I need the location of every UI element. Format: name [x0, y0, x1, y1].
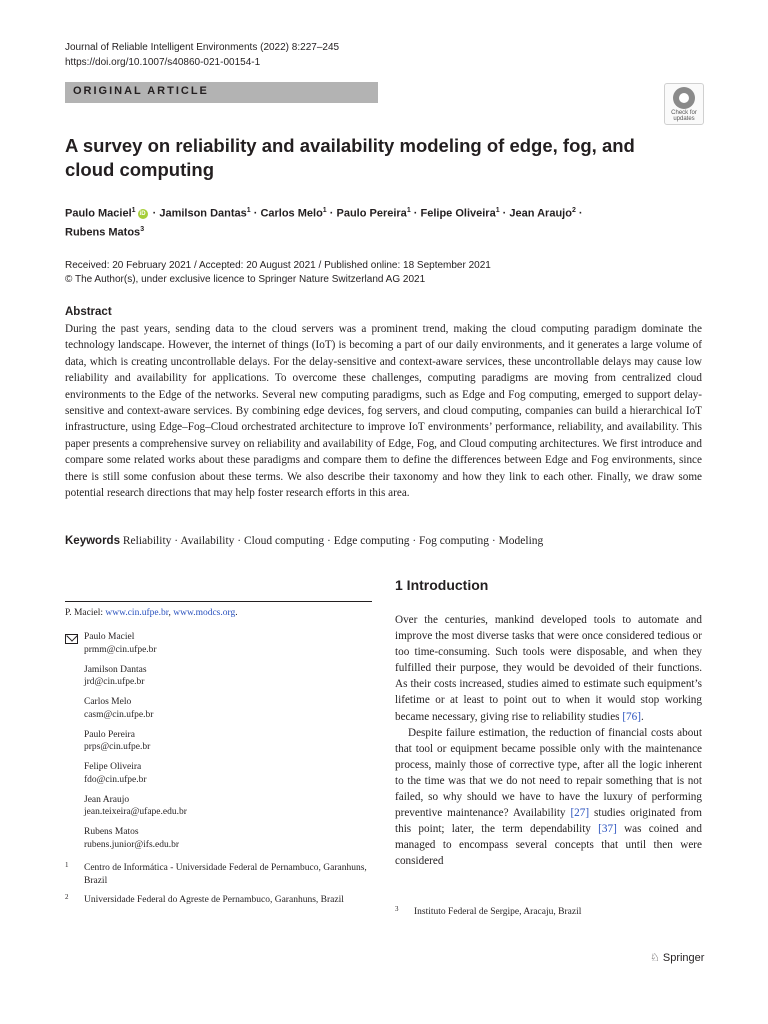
affiliation-text: Universidade Federal do Agreste de Pernambuco, Garanhuns, Brazil: [84, 895, 344, 905]
intro-p2c-text: was coined and managed to encompass several concepts that until then were considered: [395, 823, 702, 868]
author-websites: [65, 606, 238, 620]
affiliation-item: [65, 894, 372, 907]
publisher-name: Springer: [662, 952, 705, 964]
intro-p1-end: .: [640, 710, 644, 723]
publication-dates: [65, 259, 491, 287]
envelope-icon: [65, 634, 78, 644]
contact-name: Paulo Maciel: [84, 632, 135, 642]
affiliation-number: 1: [65, 861, 69, 869]
introduction-body: [395, 612, 702, 870]
author-affil-sup: 1: [495, 207, 500, 214]
website-link-modcs[interactable]: www.modcs.org: [173, 608, 236, 618]
journal-header: [65, 40, 339, 70]
contact-item: [84, 826, 374, 851]
contact-email[interactable]: rubens.junior@ifs.edu.br: [84, 839, 180, 850]
affiliation-text: Instituto Federal de Sergipe, Aracaju, Brazil: [414, 907, 582, 917]
author-affil-sup: 1: [322, 207, 327, 214]
author-affil-sup: 1: [406, 207, 411, 214]
author-name: Paulo Maciel: [65, 207, 132, 220]
intro-paragraph-1: [395, 612, 702, 725]
author-list: Paulo Maciel$^1$ iD · Jamilson Dantas$^1$ · Carlos Melo$^1$ · Paulo Pereira$^1$ · Felipe Oliveira$^1$ · Jean Araujo$^2$ · Rubens Matos$^3$: [65, 207, 583, 239]
contact-item: [84, 696, 374, 721]
contact-item: [84, 729, 374, 754]
contact-name: Jean Araujo: [84, 794, 130, 805]
link-end: .: [235, 608, 238, 618]
author-affil-sup: 2: [571, 207, 576, 214]
contact-item: [84, 761, 374, 786]
affiliation-list-right: [395, 906, 702, 925]
contact-item: [84, 631, 374, 656]
author-name: Carlos Melo: [260, 207, 323, 220]
intro-p1-text: Over the centuries, mankind developed tools to automate and improve the most diverse tasks that were once considered tedious or too time-consuming. Such tools were disposable, and when they fulfilled their purpose, they would be devoided of their functions. As their costs increased, studies aimed to estimate such equipment’s lifetime or at least to point out to when it would stop working became necessary, giving rise to reliability studies: [395, 614, 702, 723]
website-link-cin[interactable]: www.cin.ufpe.br: [105, 608, 169, 618]
contact-name: Paulo Pereira: [84, 729, 135, 740]
affiliation-item: [65, 862, 372, 888]
contact-name: Jamilson Dantas: [84, 664, 147, 675]
author-name: Jean Araujo: [509, 207, 572, 220]
contact-name: Carlos Melo: [84, 697, 132, 707]
contact-email[interactable]: jrd@cin.ufpe.br: [84, 677, 145, 687]
citation-link[interactable]: [37]: [598, 823, 617, 836]
paper-title: A survey on reliability and availability modeling of edge, fog, and cloud computing: [65, 135, 635, 180]
affiliation-list: [65, 862, 372, 913]
affiliation-number: 3: [395, 905, 399, 913]
abstract-heading: Abstract: [65, 306, 112, 318]
affiliation-item: [395, 906, 702, 919]
dates-line: Received: 20 February 2021 / Accepted: 20 August 2021 / Published online: 18 September 2021: [65, 260, 491, 271]
citation-link[interactable]: [27]: [570, 807, 590, 820]
author-name: Jamilson Dantas: [159, 207, 247, 220]
intro-p2a-text: Despite failure estimation, the reduction of financial costs about that tool or equipment became possible only with the maintenance process, mainly those of corrective type, after all the logic inherent to the time was that we do not need to repair something that is not failed, so why should we have to have the luxury of performing preventive maintenance? Availability: [395, 726, 702, 820]
check-for-updates-badge[interactable]: [664, 83, 704, 125]
author-name: Paulo Pereira: [336, 207, 407, 220]
author-affil-sup: 1: [246, 207, 251, 214]
keywords: [65, 533, 705, 549]
contact-email[interactable]: prmm@cin.ufpe.br: [84, 644, 157, 655]
keywords-text: Reliability · Availability · Cloud computing · Edge computing · Fog computing · Modeling: [122, 535, 544, 547]
publisher-logo: [650, 951, 704, 964]
contact-email[interactable]: prps@cin.ufpe.br: [84, 742, 151, 752]
contact-email[interactable]: fdo@cin.ufpe.br: [84, 774, 147, 785]
contact-email[interactable]: casm@cin.ufpe.br: [84, 709, 154, 720]
author-affil-sup: 1: [131, 207, 136, 214]
author-name: Rubens Matos: [65, 226, 141, 239]
copyright-line: © The Author(s), under exclusive licence to Springer Nature Switzerland AG 2021: [65, 274, 426, 285]
citation-link[interactable]: [76]: [622, 710, 641, 723]
check-label-1: Check for: [671, 110, 697, 116]
section-heading-introduction: 1 Introduction: [395, 577, 489, 593]
intro-paragraph-2: [395, 725, 702, 870]
contact-list: [84, 631, 374, 859]
footnote-divider: [65, 601, 372, 602]
affiliation-number: 2: [65, 893, 69, 901]
pm-prefix: P. Maciel:: [65, 608, 106, 618]
check-updates-icon: [673, 87, 695, 109]
article-type-banner: [65, 82, 378, 103]
affiliation-text: Centro de Informática - Universidade Federal de Pernambuco, Garanhuns, Brazil: [84, 863, 367, 886]
author-affil-sup: 3: [140, 225, 145, 233]
springer-horse-icon: ♘: [650, 952, 660, 964]
link-separator: ,: [168, 608, 174, 618]
abstract-text: During the past years, sending data to the cloud servers was a prominent trend, making the cloud computing paradigm dominate the technology landscape. However, the internet of things (IoT) is becoming a part of our daily environments, and it generates a large volume of data, which is creating uncontrollable delays. For the delay-sensitive and context-aware services, these uncontrollable delays may cause low reliability and availability for applications. To overcome these challenges, computing paradigms are moving from centralized cloud environments to the Edge of the networks. Several new computing paradigms, such as Edge and Fog computing, emerged to support delay-sensitive and context-aware services. By combining edge devices, fog servers, and cloud computing, companies can build a hierarchical IoT infrastructure, using Edge–Fog–Cloud orchestrated architecture to improve IoT environments’ performance, reliability, and availability. This paper presents a comprehensive survey on reliability and availability of Edge, Fog, and Cloud computing architectures. We first introduce and compare some related works about these paradigms and compare them to define the differences between Edge and Fog environments, since there is still some confusion about these terms. We also describe their taxonomy and how they link to each other. Finally, we draw some potential research directions that may help foster research efforts in this area.: [65, 323, 702, 500]
doi-link[interactable]: https://doi.org/10.1007/s40860-021-00154-1: [65, 57, 261, 68]
intro-p2b-text: studies originated from this point; later, the term dependability: [395, 807, 702, 836]
author-name: Felipe Oliveira: [420, 207, 496, 220]
journal-citation: Journal of Reliable Intelligent Environments (2022) 8:227–245: [65, 42, 340, 53]
orcid-icon[interactable]: iD: [139, 210, 146, 217]
contact-item: [84, 664, 374, 689]
keywords-label: Keywords: [65, 535, 120, 547]
check-label-2: updates: [673, 116, 695, 122]
article-type-label: ORIGINAL ARTICLE: [73, 85, 209, 97]
contact-email[interactable]: jean.teixeira@ufape.edu.br: [84, 807, 187, 817]
contact-name: Felipe Oliveira: [84, 762, 142, 772]
contact-name: Rubens Matos: [84, 827, 139, 837]
contact-item: [84, 794, 374, 819]
